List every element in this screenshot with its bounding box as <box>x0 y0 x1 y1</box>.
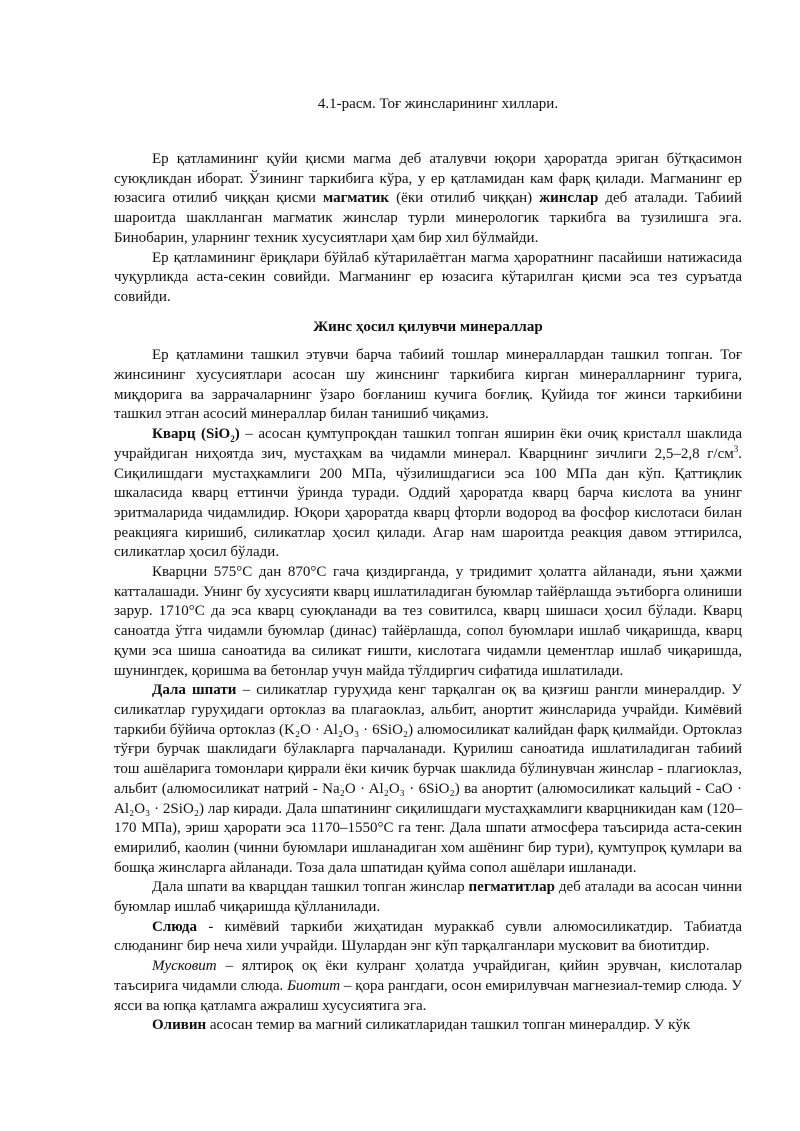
text-run: – қора рангдаги, осон емирилувчан магнезиал-темир слюда. У ясси ва юпқа қатламга ажралиш хусусиятига эга. <box>114 977 743 1014</box>
formula-orthoclase: K₂O · Al₂O₃ · 6SiO₂ <box>284 721 409 738</box>
paragraph-feldspar <box>114 681 742 878</box>
term-olivine: Оливин <box>152 1017 207 1034</box>
text-run: – ялтироқ оқ ёки кулранг ҳолатда учрайдиган, қийин эрувчан, кислоталар таъсирига чидамли слюда. <box>114 958 742 994</box>
paragraph-cooling: Ер қатламининг ёриқлари бўйлаб кўтарилаётган магма ҳароратнинг пасайиши натижасида чуқурликда аста-секин совийди. Магманинг ер юзасига кўтарилган қисми эса тез суръатда совийди. <box>114 249 742 305</box>
text-run: Ер қатламининг қуйи қисми магма деб аталувчи юқори ҳароратда эриган бўтқасимон суюқликдан иборат. Ўзининг таркибига кўра, у ер қатламидан кам фарқ қилади. Магманинг ер юзасига отилиб чиққан қисми <box>114 151 742 207</box>
document-body <box>114 150 742 1036</box>
paragraph-quartz <box>114 425 742 563</box>
text-run: – силикатлар гуруҳида кенг тарқалган оқ ва қизғиш рангли минералдир. У силикатлар гуруҳидаги ортоклаз ва плагаоклаз, альбит, анортит жинсларида учрайди. Кимёвий таркиби бўйича ортоклаз ( <box>114 682 742 738</box>
text-run: – асосан қумтупроқдан ташкил топган яширин ёки очиқ кристалл шаклида учрайдиган ниҳоятда зич, мустаҳкам ва чидамли минерал. Кварцнинг зичлиги 2,5–2,8 г/см <box>114 426 742 462</box>
figure-caption: 4.1-расм. Тоғ жинсларининг хиллари. <box>317 96 559 112</box>
text-run: асосан темир ва магний силикатларидан ташкил топган минералдир. У кўк <box>206 1017 691 1034</box>
text-run: - кимёвий таркиби жиҳатидан мураккаб сувли алюмосиликатдир. Табиатда слюданинг бир неча хили учрайди. Шулардан энг кўп тарқалганлари мусковит ва биотитдир. <box>114 918 742 955</box>
formula-anorthite: CaO · Al₂O₃ · 2SiO₂ <box>114 780 742 817</box>
text-run: . Сиқилишдаги мустаҳкамлиги 200 МПа, чўзилишдагиси эса 100 МПа дан кўп. Қаттиқлик шкаласида кварц еттинчи ўринда туради. Оддий ҳароратда кварц барча кислота ва унинг эритмаларида чидамлидир. Юқори ҳароратда кварц фторли водород ва фосфор кислотаси билан реакцияга киришиб, силикатлар ҳосил қилади. Агар нам шароитда реакция давом эттирилса, силикатлар ҳосил бўлади. <box>114 445 742 561</box>
term-feldspar: Дала шпати <box>152 682 237 699</box>
term-mica: Слюда <box>152 918 197 935</box>
text-run: ) лар киради. Дала шпатининг сиқилишдаги мустаҳкамлиги кварцникидан кам (120– 170 МПа), эриш ҳарорати эса 1170–1550°С га тенг. Дала шпати атмосфера таъсирида аста-секин емирилиб, каолин (чинни буюмлари ишланадиган хом ашёнинг бир тури), қумтупроқ қумлари ва бошқа жинсларга айланади. Тоза дала шпатидан қуйма сопол ашёлари ишланади. <box>114 800 742 876</box>
term-muscovite: Мусковит <box>152 958 217 975</box>
text-run: ) ва анортит (алюмосиликат кальций - <box>454 780 706 797</box>
paragraph-minerals-intro: Ер қатламини ташкил этувчи барча табиий тошлар минераллардан ташкил топган. Тоғ жинсининг хусусиятлари асосан шу жинснинг таркибига кирган минералларнинг турига, миқдорига ва заррачаларнинг ўзаро боғланиш кучига боғлиқ. Қуйида тоғ жинси таркибини ташкил этган асосий минераллар билан танишиб чиқамиз. <box>114 347 742 423</box>
section-heading: Жинс ҳосил қилувчи минераллар <box>313 318 543 335</box>
superscript: 3 <box>733 443 739 454</box>
paragraph-muscovite <box>114 957 742 1016</box>
paragraph-magma <box>114 150 742 249</box>
text-run: деб аталади ва асосан чинни буюмлар ишлаб чиқаришда қўлланилади. <box>114 879 743 916</box>
text-run: ) алюмосиликат калийдан фарқ қилмайди. Ортоклаз тўғри бурчак шаклидаги бўлакларга парчаланади. Қурилиш саноатида ишлатиладиган табиий тош ашёларига томонлари қиррали ёки кичик бурчак шаклида бўлинувчан жинслар - плагиоклаз, альбит (алюмосиликат натрий - <box>114 721 742 797</box>
text-run: деб аталади. Табиий шароитда шаклланган магматик жинслар турли минерологик таркибга ва тузилишга эга. Бинобарин, уларнинг техник хусусиятлари ҳам бир хил бўлмайди. <box>114 190 742 246</box>
paragraph-mica <box>114 918 742 957</box>
term-pegmatite: пегматитлар <box>468 879 555 896</box>
term-quartz: Кварц (SiO$_2$) <box>152 426 240 445</box>
text-run: (ёки отилиб чиққан) <box>389 190 540 207</box>
term-rocks: жинслар <box>539 190 599 207</box>
text-run: Дала шпати ва кварцдан ташкил топган жинслар <box>152 879 469 896</box>
paragraph-pegmatite <box>114 878 742 917</box>
term-magmatic: магматик <box>322 190 390 207</box>
term-biotite: Биотит <box>287 977 341 994</box>
paragraph-olivine <box>114 1016 742 1036</box>
formula-albite: Na₂O · Al₂O₃ · 6SiO₂ <box>322 780 455 797</box>
paragraph-quartz-heating: Кварцни 575°С дан 870°С гача қиздирганда, у тридимит ҳолатга айланади, яъни ҳажми катталашади. Унинг бу хусусияти кварц ишлатиладиган буюмлар тайёрлашда эътиборга олиниши зарур. 1710°С да эса кварц суюқланади ва тез совитилса, кварц шишаси ҳосил бўлади. Кварц саноатда ўтга чидамли буюмлар (динас) тайёрлашда, сопол буюмлари ишлаб чиқаришда, кварц қуми эса шиша саноатида ва силикат ғишти, кислотага чидамли цементлар ишлаб чиқаришда, шунингдек, қоришма ва бетонлар учун майда тўлдиргич сифатида ишлатилади. <box>114 564 742 679</box>
